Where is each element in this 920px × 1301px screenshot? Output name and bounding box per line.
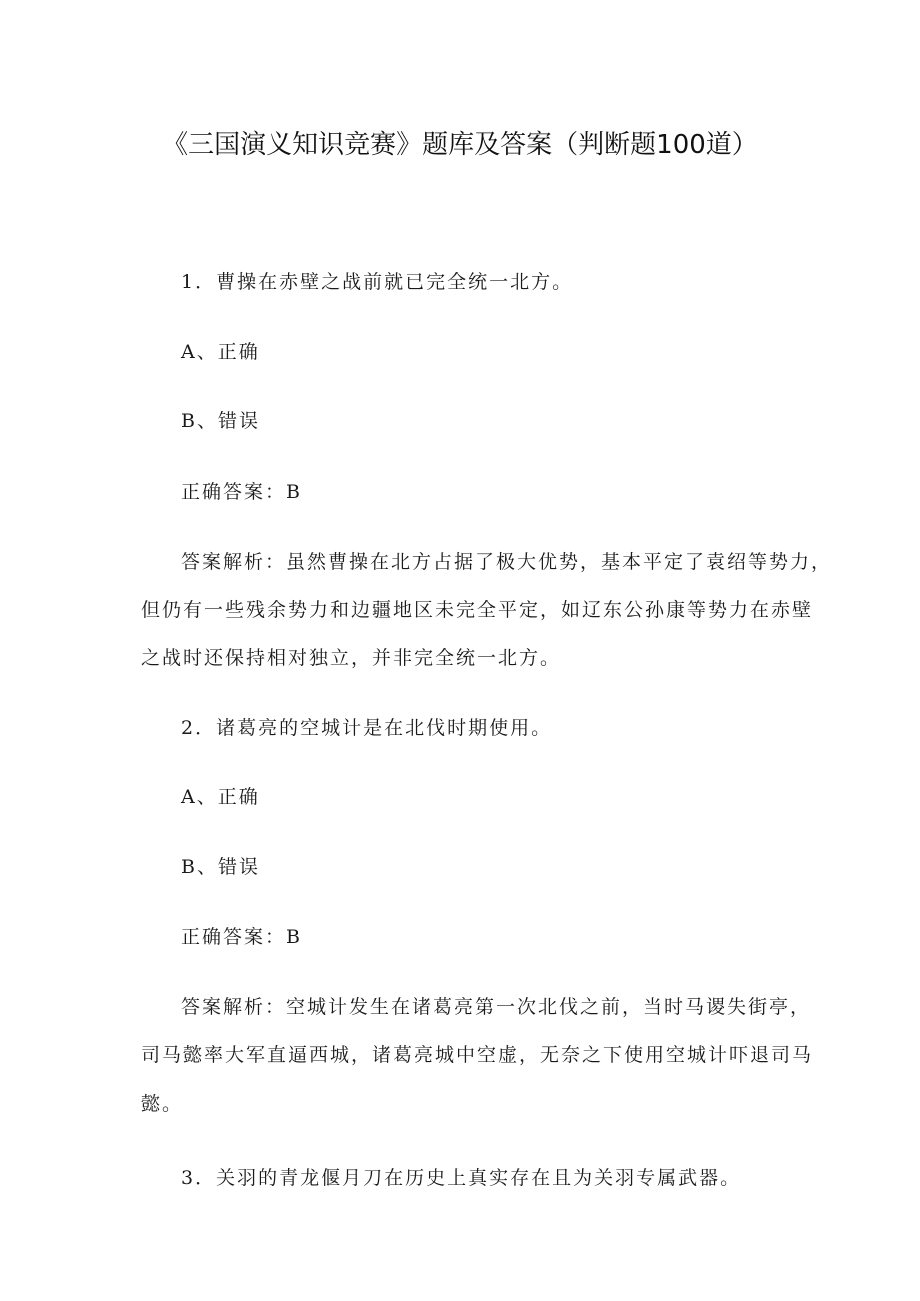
question-1-explanation-line-3: 之战时还保持相对独立，并非完全统一北方。 — [141, 647, 562, 669]
question-2-option-a: A、正确 — [181, 786, 260, 808]
question-1-explanation-line-2: 但仍有一些残余势力和边疆地区未完全平定，如辽东公孙康等势力在赤壁 — [141, 599, 814, 621]
document-title: 《三国演义知识竞赛》题库及答案（判断题100道） — [162, 130, 758, 160]
question-2-answer: 正确答案：B — [181, 926, 302, 948]
question-2-option-b: B、错误 — [181, 856, 260, 878]
question-2-explanation-line-3: 懿。 — [141, 1093, 184, 1115]
question-2-text: 2．诸葛亮的空城计是在北伐时期使用。 — [181, 717, 553, 739]
question-1-option-b: B、错误 — [181, 410, 260, 432]
question-1-answer: 正确答案：B — [181, 481, 302, 503]
question-2-explanation-line-2: 司马懿率大军直逼西城，诸葛亮城中空虚，无奈之下使用空城计吓退司马 — [141, 1044, 814, 1066]
question-1-text: 1．曹操在赤壁之战前就已完全统一北方。 — [181, 271, 574, 293]
question-2-explanation-line-1: 答案解析：空城计发生在诸葛亮第一次北伐之前，当时马谡失街亭， — [181, 996, 812, 1018]
question-1-option-a: A、正确 — [181, 341, 260, 363]
question-1-explanation-line-1: 答案解析：虽然曹操在北方占据了极大优势，基本平定了袁绍等势力， — [181, 551, 833, 573]
question-3-text: 3．关羽的青龙偃月刀在历史上真实存在且为关羽专属武器。 — [181, 1167, 742, 1189]
